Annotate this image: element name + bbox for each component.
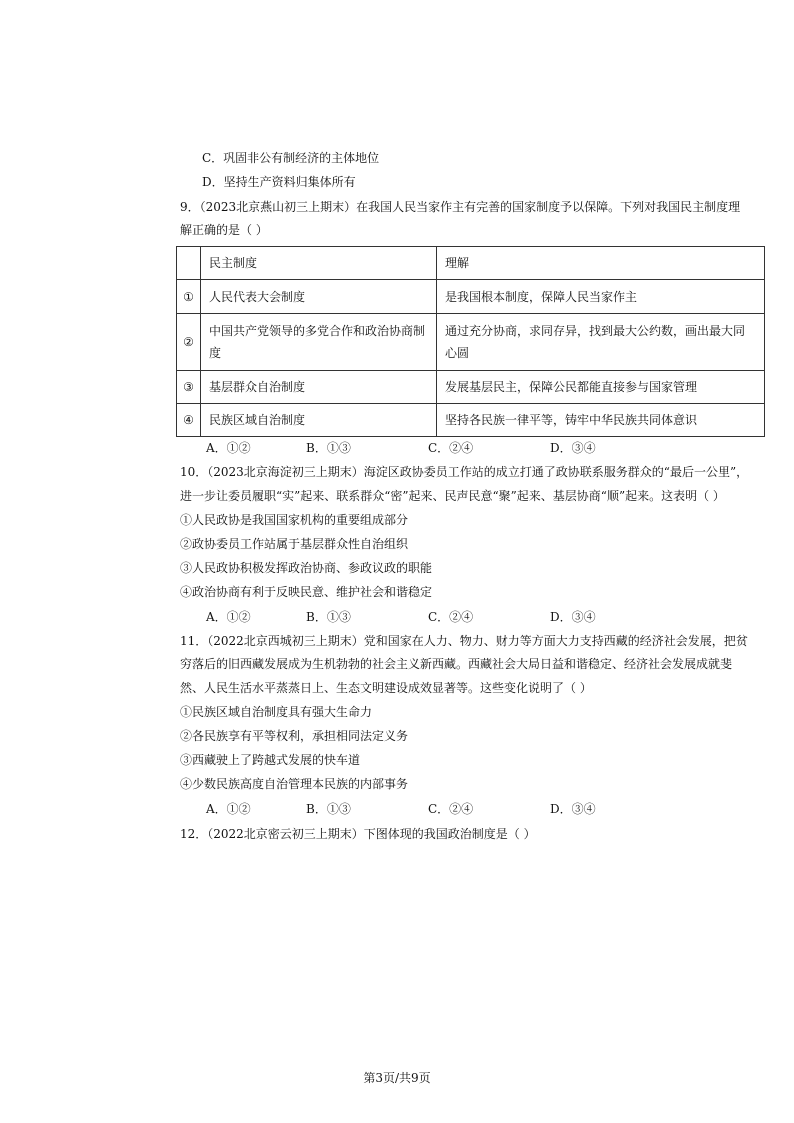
q9-option-c: C．②④ [428,441,474,455]
q11-stem-line1: 11．（2022北京西城初三上期末）党和国家在人力、物力、财力等方面大力支持西藏的经济社会发展，把贫 [180,634,748,648]
q9-option-a: A．①② [206,441,251,455]
table-cell-system: 人民代表大会制度 [201,280,437,314]
q11-option-c: C．②④ [428,802,474,816]
q8-option-c: C．巩固非公有制经济的主体地位 [202,151,380,165]
table-cell-number: ③ [177,371,201,404]
table-cell-understanding: 坚持各民族一律平等，铸牢中华民族共同体意识 [437,404,765,437]
q11-statement-3: ③西藏驶上了跨越式发展的快车道 [180,753,361,767]
q12-stem-line1: 12．（2022北京密云初三上期末）下图体现的我国政治制度是（ ） [180,827,536,841]
table-cell-number: ② [177,314,201,371]
table-row [177,371,765,404]
q10-stem-line1: 10．（2023北京海淀初三上期末）海淀区政协委员工作站的成立打通了政协联系服务群众的“最后一公里”， [180,465,749,479]
q9-option-d: D．③④ [550,441,596,455]
q10-option-a: A．①② [206,610,251,624]
q9-stem-line2: 解正确的是（ ） [180,223,268,237]
q11-option-b: B．①③ [306,802,351,816]
q9-option-b: B．①③ [306,441,351,455]
table-header-row [177,247,765,280]
q11-stem-line3: 然、人民生活水平蒸蒸日上、生态文明建设成效显著等。这些变化说明了（ ） [180,681,592,695]
q10-statement-3: ③人民政协积极发挥政治协商、参政议政的职能 [180,561,433,575]
q10-options [206,608,776,626]
q10-statement-1: ①人民政协是我国国家机构的重要组成部分 [180,513,409,527]
q11-option-d: D．③④ [550,802,596,816]
q11-statement-4: ④少数民族高度自治管理本民族的内部事务 [180,777,409,791]
q10-option-d: D．③④ [550,610,596,624]
table-row [177,314,765,371]
table-cell-understanding: 发展基层民主，保障公民都能直接参与国家管理 [437,371,765,404]
table-header-cell [177,247,201,280]
table-row [177,404,765,437]
table-header-cell: 理解 [437,247,765,280]
q10-stem-line2: 进一步让委员履职“实”起来、联系群众“密”起来、民声民意“聚”起来、基层协商“顺”起来。这表明（ ） [180,489,725,503]
q11-statement-2: ②各民族享有平等权利，承担相同法定义务 [180,729,409,743]
table-cell-number: ④ [177,404,201,437]
q8-option-d: D．坚持生产资料归集体所有 [202,175,356,189]
table-row [177,280,765,314]
page-number: 第3页/共9页 [363,1071,431,1085]
q9-options [206,439,776,457]
q10-statement-2: ②政协委员工作站属于基层群众性自治组织 [180,537,409,551]
table-header-cell: 民主制度 [201,247,437,280]
q9-stem-line1: 9．（2023北京燕山初三上期末）在我国人民当家作主有完善的国家制度予以保障。下列对我国民主制度理 [180,200,741,214]
table-cell-understanding: 是我国根本制度，保障人民当家作主 [437,280,765,314]
q10-statement-4: ④政治协商有利于反映民意、维护社会和谐稳定 [180,585,433,599]
q11-options [206,800,776,818]
q10-option-b: B．①③ [306,610,351,624]
table-cell-number: ① [177,280,201,314]
q11-option-a: A．①② [206,802,251,816]
q11-stem-line2: 穷落后的旧西藏发展成为生机勃勃的社会主义新西藏。西藏社会大局日益和谐稳定、经济社会发展成就斐 [180,657,733,671]
table-cell-system: 基层群众自治制度 [201,371,437,404]
democracy-table [176,246,765,437]
q10-option-c: C．②④ [428,610,474,624]
table-cell-understanding: 通过充分协商，求同存异，找到最大公约数，画出最大同心圆 [437,314,765,371]
q11-statement-1: ①民族区域自治制度具有强大生命力 [180,705,373,719]
table-cell-system: 民族区域自治制度 [201,404,437,437]
table-cell-system: 中国共产党领导的多党合作和政治协商制度 [201,314,437,371]
